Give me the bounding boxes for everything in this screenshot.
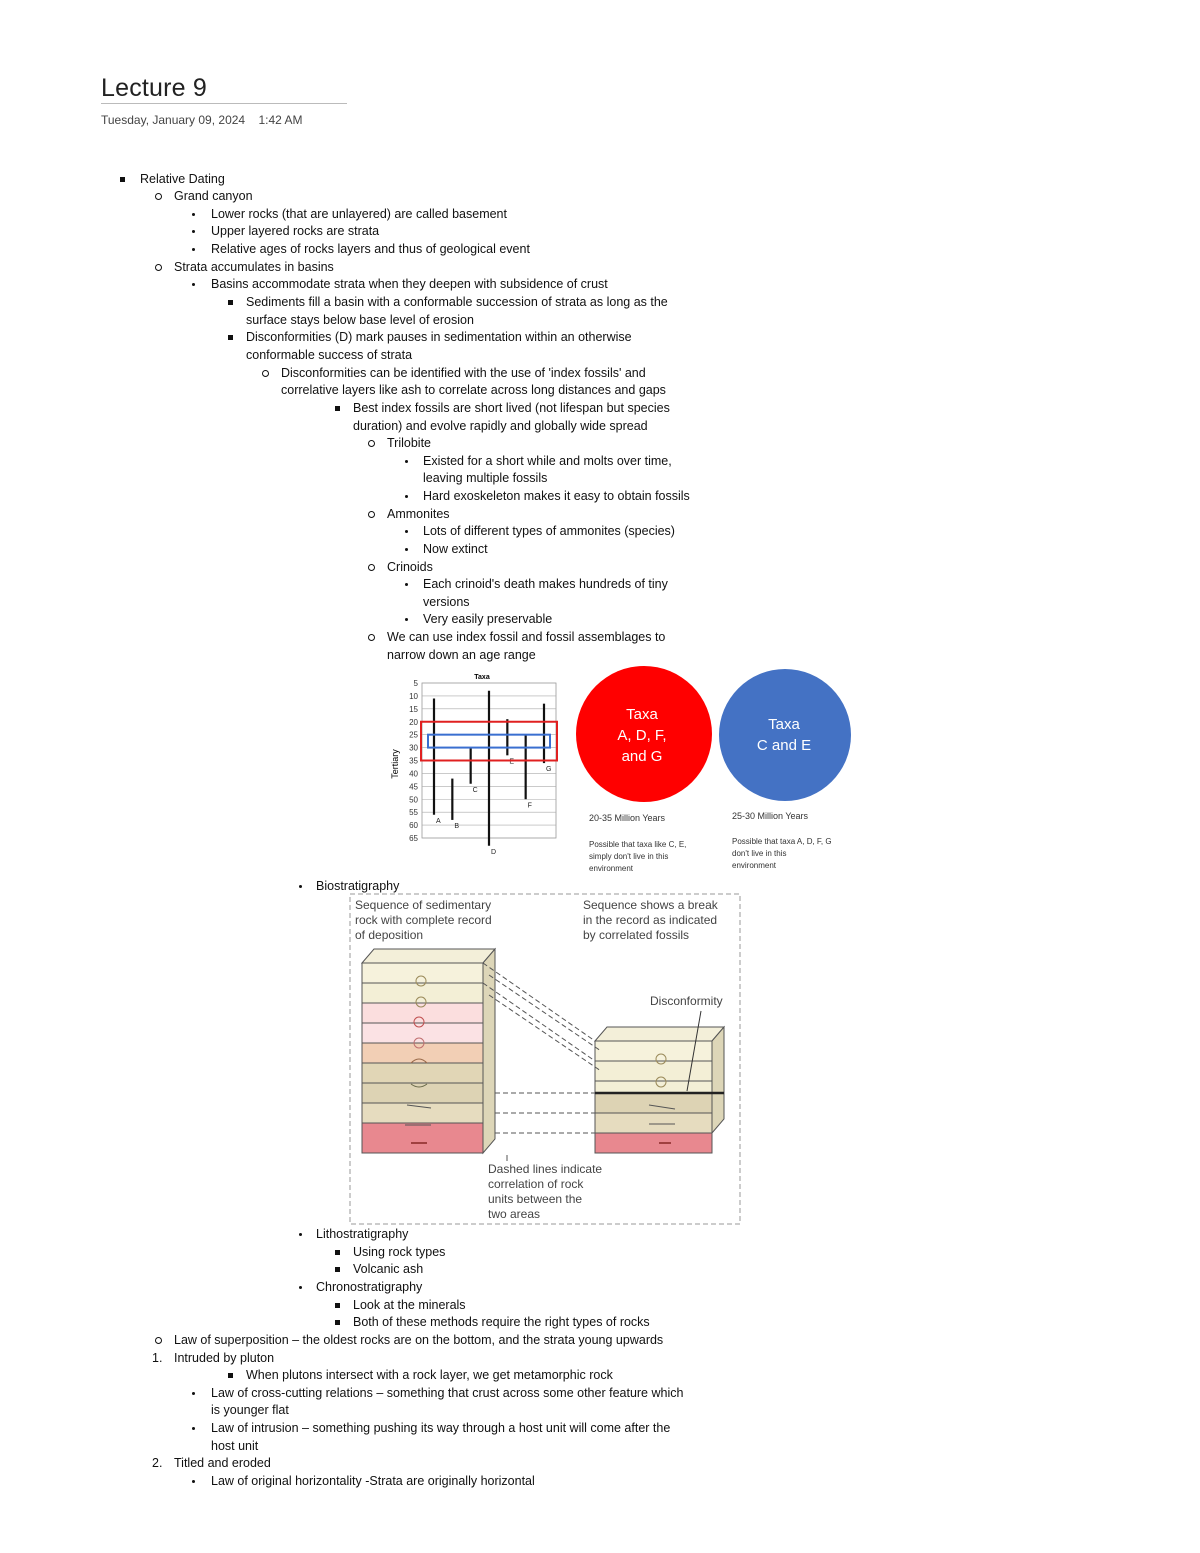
red-circle-line3: and G	[621, 748, 663, 765]
left-rock-column	[362, 949, 495, 1153]
note-line: narrow down an age range	[387, 648, 536, 662]
diagram-left-caption: rock with complete record	[355, 913, 492, 927]
bullet-circle	[262, 365, 269, 377]
note-line: Relative Dating	[140, 172, 225, 186]
note-line: Law of intrusion – something pushing its way through a host unit will come after the	[211, 1421, 671, 1435]
diagram-right-caption: Sequence shows a break	[583, 898, 718, 912]
blue-circle-line1: Taxa	[768, 716, 800, 733]
red-circle-note: simply don't live in this	[589, 852, 669, 861]
bullet-dot	[299, 878, 302, 888]
taxon-label-B: B	[454, 822, 460, 830]
chart-tick-label: 40	[409, 769, 418, 779]
bullet-square	[228, 294, 233, 305]
diagram-right-caption: by correlated fossils	[583, 928, 690, 942]
taxon-label-C: C	[472, 786, 478, 794]
bullet-square	[335, 1244, 340, 1255]
bullet-square	[335, 1297, 340, 1308]
note-line: When plutons intersect with a rock layer, we get metamorphic rock	[246, 1368, 613, 1382]
note-line: Trilobite	[387, 436, 431, 450]
note-line: Basins accommodate strata when they deepen with subsidence of crust	[211, 277, 608, 291]
diagram-bottom-caption: correlation of rock	[488, 1177, 584, 1191]
bullet-dot	[192, 1420, 195, 1430]
note-line: correlative layers like ash to correlate across long distances and gaps	[281, 383, 666, 397]
note-line: Law of original horizontality -Strata are originally horizontal	[211, 1474, 535, 1488]
chart-tick-label: 65	[409, 834, 418, 843]
bullet-dot	[192, 223, 195, 233]
bullet-dot	[192, 1385, 195, 1395]
chart-tick-label: 30	[409, 743, 418, 753]
note-line: Strata accumulates in basins	[174, 260, 334, 274]
bullet-circle	[368, 629, 375, 641]
red-circle-note: Possible that taxa like C, E,	[589, 840, 687, 849]
diagram-bottom-caption: units between the	[488, 1192, 583, 1206]
note-line: Law of cross-cutting relations – something that crust across some other feature which	[211, 1386, 684, 1400]
bullet-circle	[155, 259, 162, 271]
note-line: Each crinoid's death makes hundreds of tiny	[423, 577, 668, 591]
biostratigraphy-diagram	[349, 893, 742, 1226]
bullet-square	[335, 1261, 340, 1272]
diagram-left-caption: of deposition	[355, 928, 424, 942]
bullet-dot	[299, 1279, 302, 1289]
note-line: Law of superposition – the oldest rocks are on the bottom, and the strata young upwards	[174, 1333, 664, 1347]
note-line: Now extinct	[423, 542, 488, 556]
chart-tick-label: 50	[409, 795, 418, 805]
bullet-dot	[192, 276, 195, 286]
note-line: surface stays below base level of erosion	[246, 313, 474, 327]
note-line: Look at the minerals	[353, 1298, 466, 1312]
title-rule	[101, 103, 347, 104]
right-rock-column	[595, 1027, 724, 1153]
bullet-circle	[368, 506, 375, 518]
diagram-bottom-caption: two areas	[488, 1207, 541, 1221]
note-line: Sediments fill a basin with a conformable succession of strata as long as the	[246, 295, 668, 309]
note-line: Upper layered rocks are strata	[211, 224, 380, 238]
note-line: is younger flat	[211, 1403, 289, 1417]
diagram-right-caption: in the record as indicated	[583, 913, 718, 927]
note-line: Ammonites	[387, 507, 450, 521]
note-line: Best index fossils are short lived (not lifespan but species	[353, 401, 670, 415]
bullet-circle	[368, 435, 375, 447]
red-circle-line2: A, D, F,	[617, 727, 667, 744]
blue-circle-shape	[719, 669, 851, 801]
chart-tick-label: 15	[409, 704, 418, 714]
taxa-adfg-circle	[574, 664, 714, 804]
bullet-circle	[368, 559, 375, 571]
red-circle-line1: Taxa	[626, 706, 658, 723]
note-line: Very easily preservable	[423, 612, 553, 626]
chart-tick-label: 10	[409, 691, 418, 701]
taxon-label-D: D	[491, 848, 497, 856]
note-line: Disconformities can be identified with the use of 'index fossils' and	[281, 366, 646, 380]
page-date: Tuesday, January 09, 2024	[101, 113, 246, 127]
taxon-label-F: F	[527, 802, 532, 810]
bullet-dot	[405, 611, 408, 621]
blue-circle-note: Possible that taxa A, D, F, G	[732, 837, 832, 846]
bullet-square	[228, 1367, 233, 1378]
bullet-square	[335, 400, 340, 411]
disconformity-label: Disconformity	[650, 994, 723, 1008]
bullet-dot	[405, 523, 408, 533]
taxon-label-A: A	[436, 817, 441, 825]
page-title: Lecture 9	[101, 74, 208, 102]
note-line: Lower rocks (that are unlayered) are called basement	[211, 207, 507, 221]
bullet-circle	[155, 1332, 162, 1344]
taxa-range-chart	[384, 668, 564, 856]
note-line: duration) and evolve rapidly and globally wide spread	[353, 419, 648, 433]
chart-tick-label: 35	[409, 756, 418, 766]
bullet-square	[120, 171, 125, 182]
note-line: Chronostratigraphy	[316, 1280, 423, 1294]
bullet-square	[228, 329, 233, 340]
note-line: Crinoids	[387, 560, 433, 574]
note-line: Hard exoskeleton makes it easy to obtain fossils	[423, 489, 690, 503]
list-number: 2.	[152, 1456, 163, 1470]
taxa-ce-circle	[717, 667, 853, 803]
note-line: host unit	[211, 1439, 259, 1453]
bullet-dot	[192, 241, 195, 251]
bullet-square	[335, 1314, 340, 1325]
note-line: Using rock types	[353, 1245, 446, 1259]
page-datetime	[101, 113, 312, 127]
note-line: Grand canyon	[174, 189, 253, 203]
chart-tick-label: 5	[413, 679, 418, 688]
blue-circle-line2: C and E	[756, 737, 812, 754]
bullet-dot	[192, 206, 195, 216]
blue-circle-note: environment	[732, 861, 777, 870]
bullet-dot	[405, 453, 408, 463]
diagram-bottom-caption: Dashed lines indicate	[488, 1162, 603, 1176]
taxon-label-E: E	[509, 758, 515, 766]
blue-circle-years: 25-30 Million Years	[732, 811, 809, 821]
note-line: leaving multiple fossils	[423, 471, 548, 485]
note-line: Volcanic ash	[353, 1262, 424, 1276]
bullet-dot	[192, 1473, 195, 1483]
red-circle-years: 20-35 Million Years	[589, 813, 666, 823]
chart-tick-label: 60	[409, 821, 418, 831]
bullet-dot	[405, 488, 408, 498]
note-line: Biostratigraphy	[316, 879, 400, 893]
correlation-lines	[483, 963, 601, 1133]
note-line: Existed for a short while and molts over time,	[423, 454, 672, 468]
note-line: We can use index fossil and fossil assemblages to	[387, 630, 666, 644]
bullet-dot	[405, 541, 408, 551]
bullet-dot	[299, 1226, 302, 1236]
taxon-label-G: G	[546, 766, 552, 774]
list-number: 1.	[152, 1351, 163, 1365]
chart-tick-label: 55	[409, 808, 418, 818]
diagram-left-caption: Sequence of sedimentary	[355, 898, 492, 912]
note-line: Lots of different types of ammonites (species)	[423, 524, 675, 538]
chart-tick-label: 20	[409, 717, 418, 727]
page-time: 1:42 AM	[258, 113, 303, 127]
note-line: conformable success of strata	[246, 348, 413, 362]
note-line: Lithostratigraphy	[316, 1227, 409, 1241]
chart-tick-label: 45	[409, 782, 418, 792]
note-line: Intruded by pluton	[174, 1351, 275, 1365]
chart-tick-label: 25	[409, 730, 418, 740]
bullet-dot	[405, 576, 408, 586]
blue-circle-note: don't live in this	[732, 849, 787, 858]
chart-title: Taxa	[474, 674, 490, 681]
note-line: Relative ages of rocks layers and thus of geological event	[211, 242, 530, 256]
note-line: Disconformities (D) mark pauses in sedimentation within an otherwise	[246, 330, 632, 344]
note-line: Both of these methods require the right types of rocks	[353, 1315, 650, 1329]
note-line: versions	[423, 595, 470, 609]
bullet-circle	[155, 188, 162, 200]
chart-ylabel: Tertiary	[390, 749, 400, 779]
note-line: Titled and eroded	[174, 1456, 271, 1470]
red-circle-note: environment	[589, 864, 634, 873]
